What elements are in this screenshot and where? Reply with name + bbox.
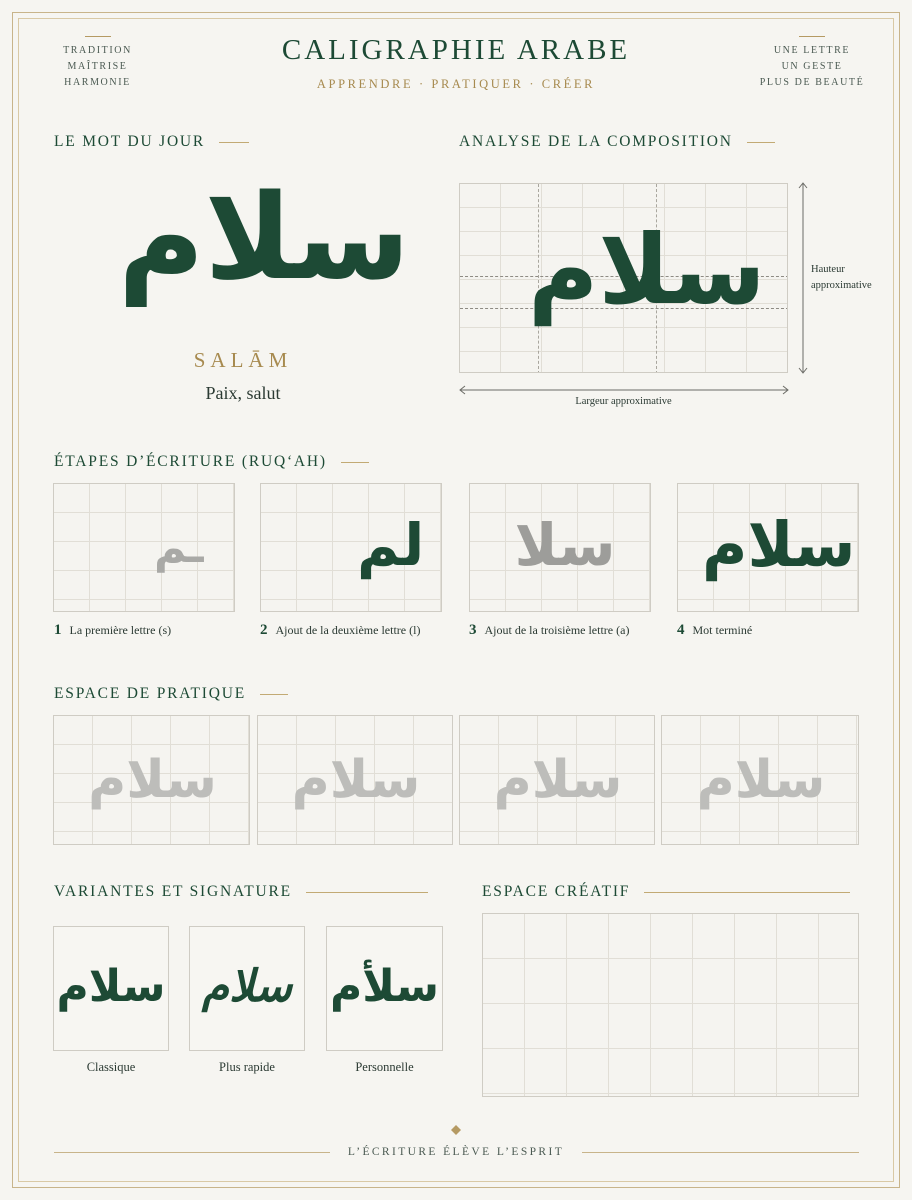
section-heading-word	[54, 133, 249, 151]
practice-glyph: سلام	[696, 750, 826, 810]
step-text: Ajout de la deuxième lettre (l)	[275, 623, 421, 637]
practice-card[interactable]	[53, 715, 250, 845]
section-heading-variants	[54, 883, 428, 901]
height-arrow-icon	[796, 180, 810, 376]
practice-card[interactable]	[257, 715, 453, 845]
practice-card[interactable]	[661, 715, 859, 845]
section-title: ANALYSE DE LA COMPOSITION	[459, 133, 733, 150]
header-left-word: TRADITION	[63, 45, 132, 56]
page-subtitle: APPRENDRE · PRATIQUER · CRÉER	[316, 77, 596, 91]
step-label	[677, 622, 752, 639]
footer-motto: L’ÉCRITURE ÉLÈVE L’ESPRIT	[347, 1146, 565, 1158]
word-transliteration: SALĀM	[193, 348, 293, 372]
variant-label: Plus rapide	[219, 1060, 275, 1074]
header-left-words	[50, 36, 145, 91]
step-text: La première lettre (s)	[69, 623, 172, 637]
step-label	[54, 622, 171, 639]
footer-rule-right	[582, 1152, 859, 1153]
divider	[260, 694, 288, 695]
variant-card	[53, 926, 169, 1051]
variant-glyph: سلام	[201, 961, 293, 1012]
step-label	[260, 622, 420, 639]
step-text: Ajout de la troisième lettre (a)	[484, 623, 630, 637]
section-heading-practice	[54, 685, 288, 703]
step-label	[469, 622, 629, 639]
variant-card	[326, 926, 443, 1051]
step-glyph: سلا	[514, 511, 616, 579]
header-right-word: PLUS DE BEAUTÉ	[759, 77, 865, 88]
diamond-icon	[451, 1125, 461, 1135]
footer-rule-left	[54, 1152, 330, 1153]
step-glyph: لم	[357, 511, 425, 579]
step-card	[469, 483, 651, 612]
practice-glyph: سلام	[88, 750, 217, 810]
section-title: LE MOT DU JOUR	[54, 133, 206, 150]
divider	[219, 142, 249, 143]
step-number: 4	[677, 622, 685, 638]
step-text: Mot terminé	[692, 623, 753, 637]
height-label: Hauteur approximative	[811, 264, 872, 291]
section-title: ÉTAPES D’ÉCRITURE (RUQ‘AH)	[54, 453, 327, 470]
practice-glyph: سلام	[493, 750, 623, 810]
section-heading-analysis	[459, 133, 775, 151]
divider	[644, 892, 850, 893]
header-right-word: UNE LETTRE	[773, 45, 851, 56]
step-glyph: سلام	[702, 508, 856, 581]
divider	[747, 142, 775, 143]
step-card	[677, 483, 859, 612]
step-number: 1	[54, 622, 62, 638]
step-glyph: ـم	[154, 522, 204, 573]
practice-glyph: سلام	[291, 750, 421, 810]
analysis-arabic: سلام	[528, 214, 766, 326]
step-card	[53, 483, 235, 612]
step-card	[260, 483, 442, 612]
practice-card[interactable]	[459, 715, 655, 845]
variant-glyph: سلام	[56, 961, 166, 1012]
section-title: VARIANTES ET SIGNATURE	[54, 883, 292, 900]
section-heading-creative	[482, 883, 850, 901]
step-number: 2	[260, 622, 268, 638]
variant-card	[189, 926, 305, 1051]
header-left-word: MAÎTRISE	[67, 61, 128, 72]
variant-glyph: سلأم	[330, 961, 439, 1012]
section-title: ESPACE CRÉATIF	[482, 883, 631, 900]
page-title: CALIGRAPHIE ARABE	[281, 34, 631, 66]
variant-label: Personnelle	[355, 1060, 414, 1074]
header-right-word: UN GESTE	[781, 61, 843, 72]
header-right-words	[752, 36, 872, 91]
section-title: ESPACE DE PRATIQUE	[54, 685, 247, 702]
header-center	[200, 34, 712, 92]
width-label: Largeur approximative	[575, 396, 672, 407]
divider	[306, 892, 428, 893]
analysis-grid	[459, 183, 788, 373]
word-meaning: Paix, salut	[205, 383, 281, 403]
divider	[341, 462, 369, 463]
variant-label: Classique	[86, 1060, 136, 1074]
section-heading-steps	[54, 453, 369, 471]
word-arabic: سلام	[118, 168, 411, 306]
step-number: 3	[469, 622, 477, 638]
width-arrow-icon	[457, 384, 791, 396]
header-left-word: HARMONIE	[64, 77, 131, 88]
creative-canvas[interactable]	[482, 913, 859, 1097]
